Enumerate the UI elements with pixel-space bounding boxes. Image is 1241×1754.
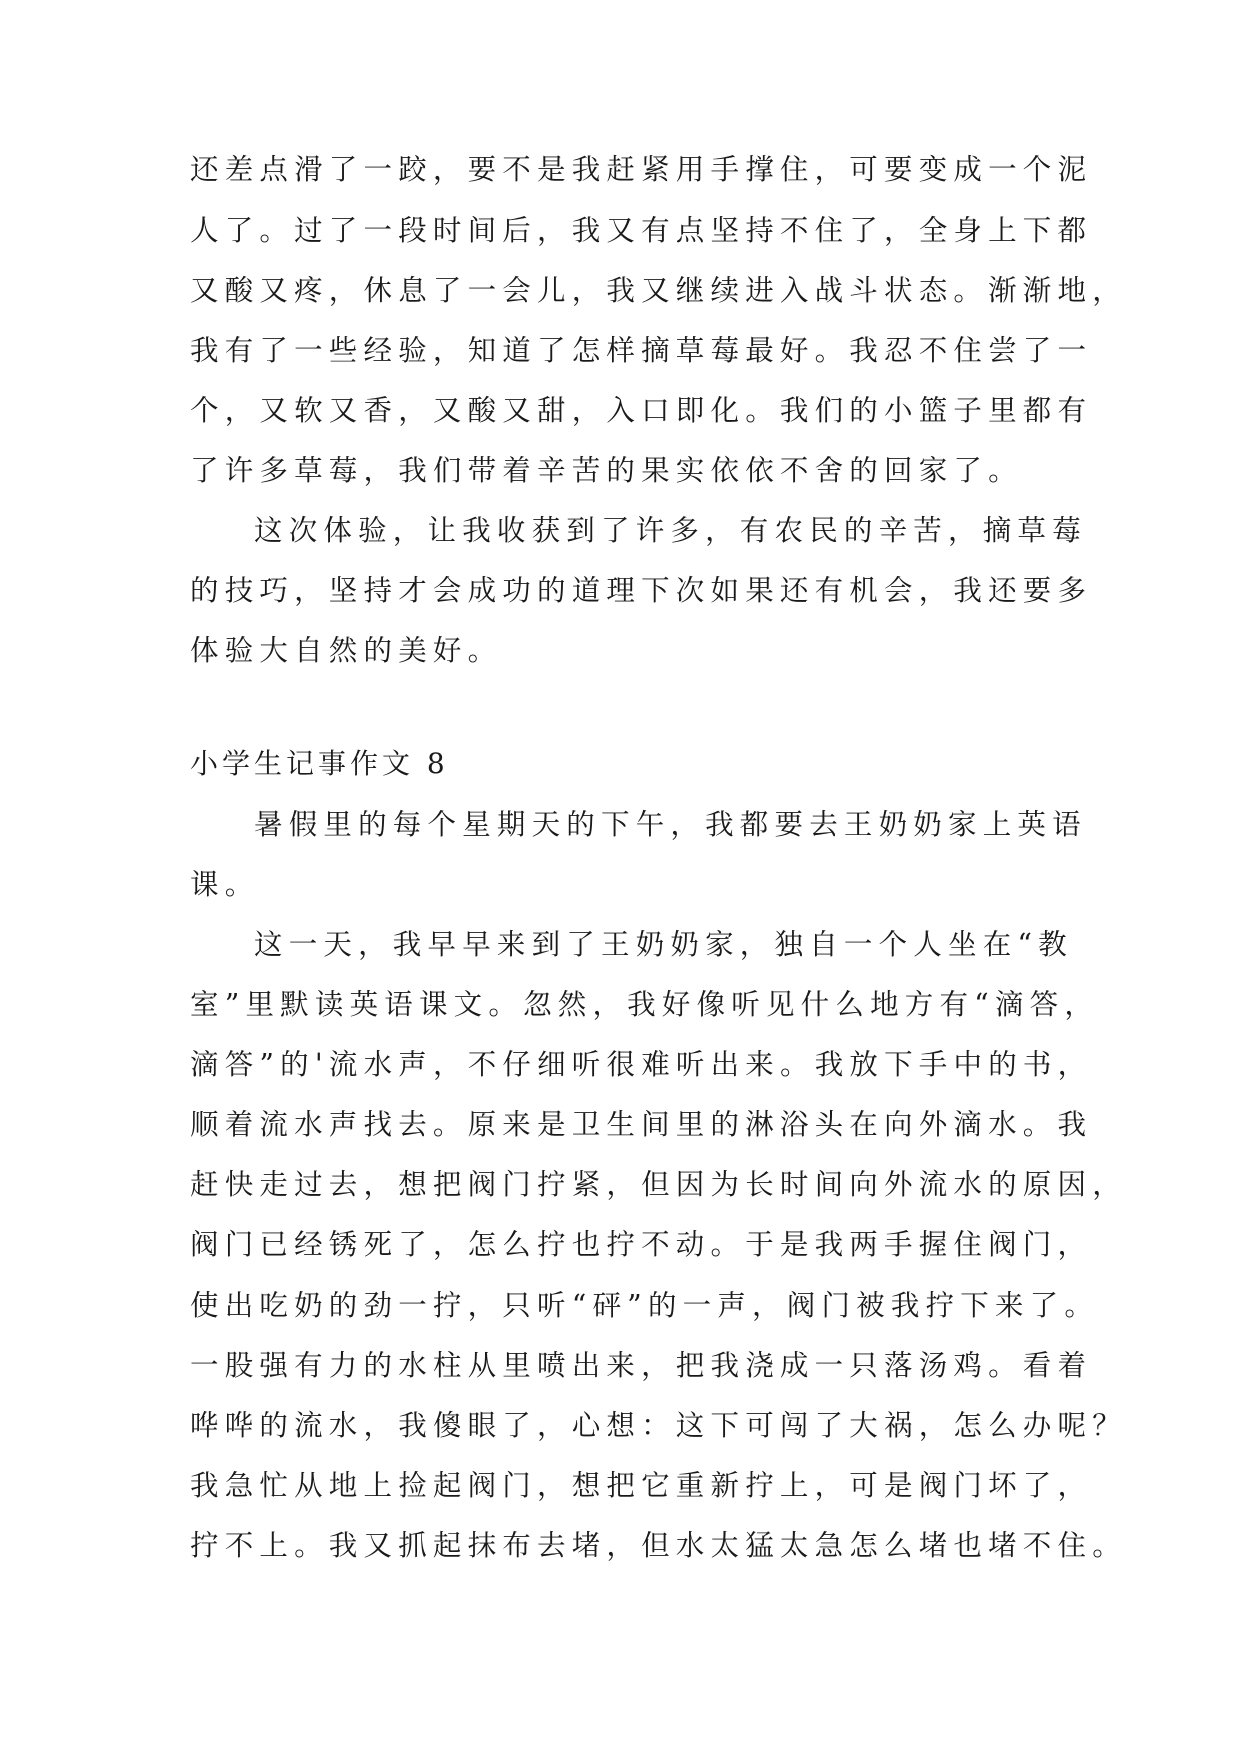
text-line: 赶快走过去，想把阀门拧紧，但因为长时间向外流水的原因， (190, 1168, 1127, 1201)
text-line: 一股强有力的水柱从里喷出来，把我浇成一只落汤鸡。看着 (190, 1349, 1093, 1382)
text-line: 人了。过了一段时间后，我又有点坚持不住了，全身上下都 (190, 214, 1093, 247)
text-line: 室”里默读英语课文。忽然，我好像听见什么地方有“滴答， (190, 988, 1100, 1021)
text-line: 顺着流水声找去。原来是卫生间里的淋浴头在向外滴水。我 (190, 1108, 1093, 1141)
text-line: 哗哗的流水，我傻眼了，心想：这下可闯了大祸，怎么办呢？ (190, 1409, 1127, 1442)
text-line: 这一天，我早早来到了王奶奶家，独自一个人坐在“教 (254, 928, 1073, 961)
text-line: 这次体验，让我收获到了许多，有农民的辛苦，摘草莓 (254, 514, 1087, 547)
text-line: 拧不上。我又抓起抹布去堵，但水太猛太急怎么堵也堵不住。 (190, 1529, 1127, 1562)
text-line: 滴答”的'流水声，不仔细听很难听出来。我放下手中的书， (190, 1048, 1093, 1081)
text-line: 又酸又疼，休息了一会儿，我又继续进入战斗状态。渐渐地， (190, 274, 1127, 307)
text-line: 我急忙从地上捡起阀门，想把它重新拧上，可是阀门坏了， (190, 1469, 1093, 1502)
text-line: 体验大自然的美好。 (190, 634, 503, 667)
text-line: 我有了一些经验，知道了怎样摘草莓最好。我忍不住尝了一 (190, 334, 1093, 367)
text-line: 暑假里的每个星期天的下午，我都要去王奶奶家上英语 (254, 808, 1087, 841)
essay-title: 小学生记事作文 8 (190, 747, 449, 780)
text-line: 还差点滑了一跤，要不是我赶紧用手撑住，可要变成一个泥 (190, 153, 1093, 186)
text-line: 个，又软又香，又酸又甜，入口即化。我们的小篮子里都有 (190, 394, 1093, 427)
text-line: 阀门已经锈死了，怎么拧也拧不动。于是我两手握住阀门， (190, 1228, 1093, 1261)
text-line: 的技巧，坚持才会成功的道理下次如果还有机会，我还要多 (190, 574, 1093, 607)
text-line: 课。 (190, 868, 260, 901)
text-line: 了许多草莓，我们带着辛苦的果实依依不舍的回家了。 (190, 454, 1023, 487)
text-line: 使出吃奶的劲一拧，只听“砰”的一声，阀门被我拧下来了。 (190, 1289, 1100, 1322)
